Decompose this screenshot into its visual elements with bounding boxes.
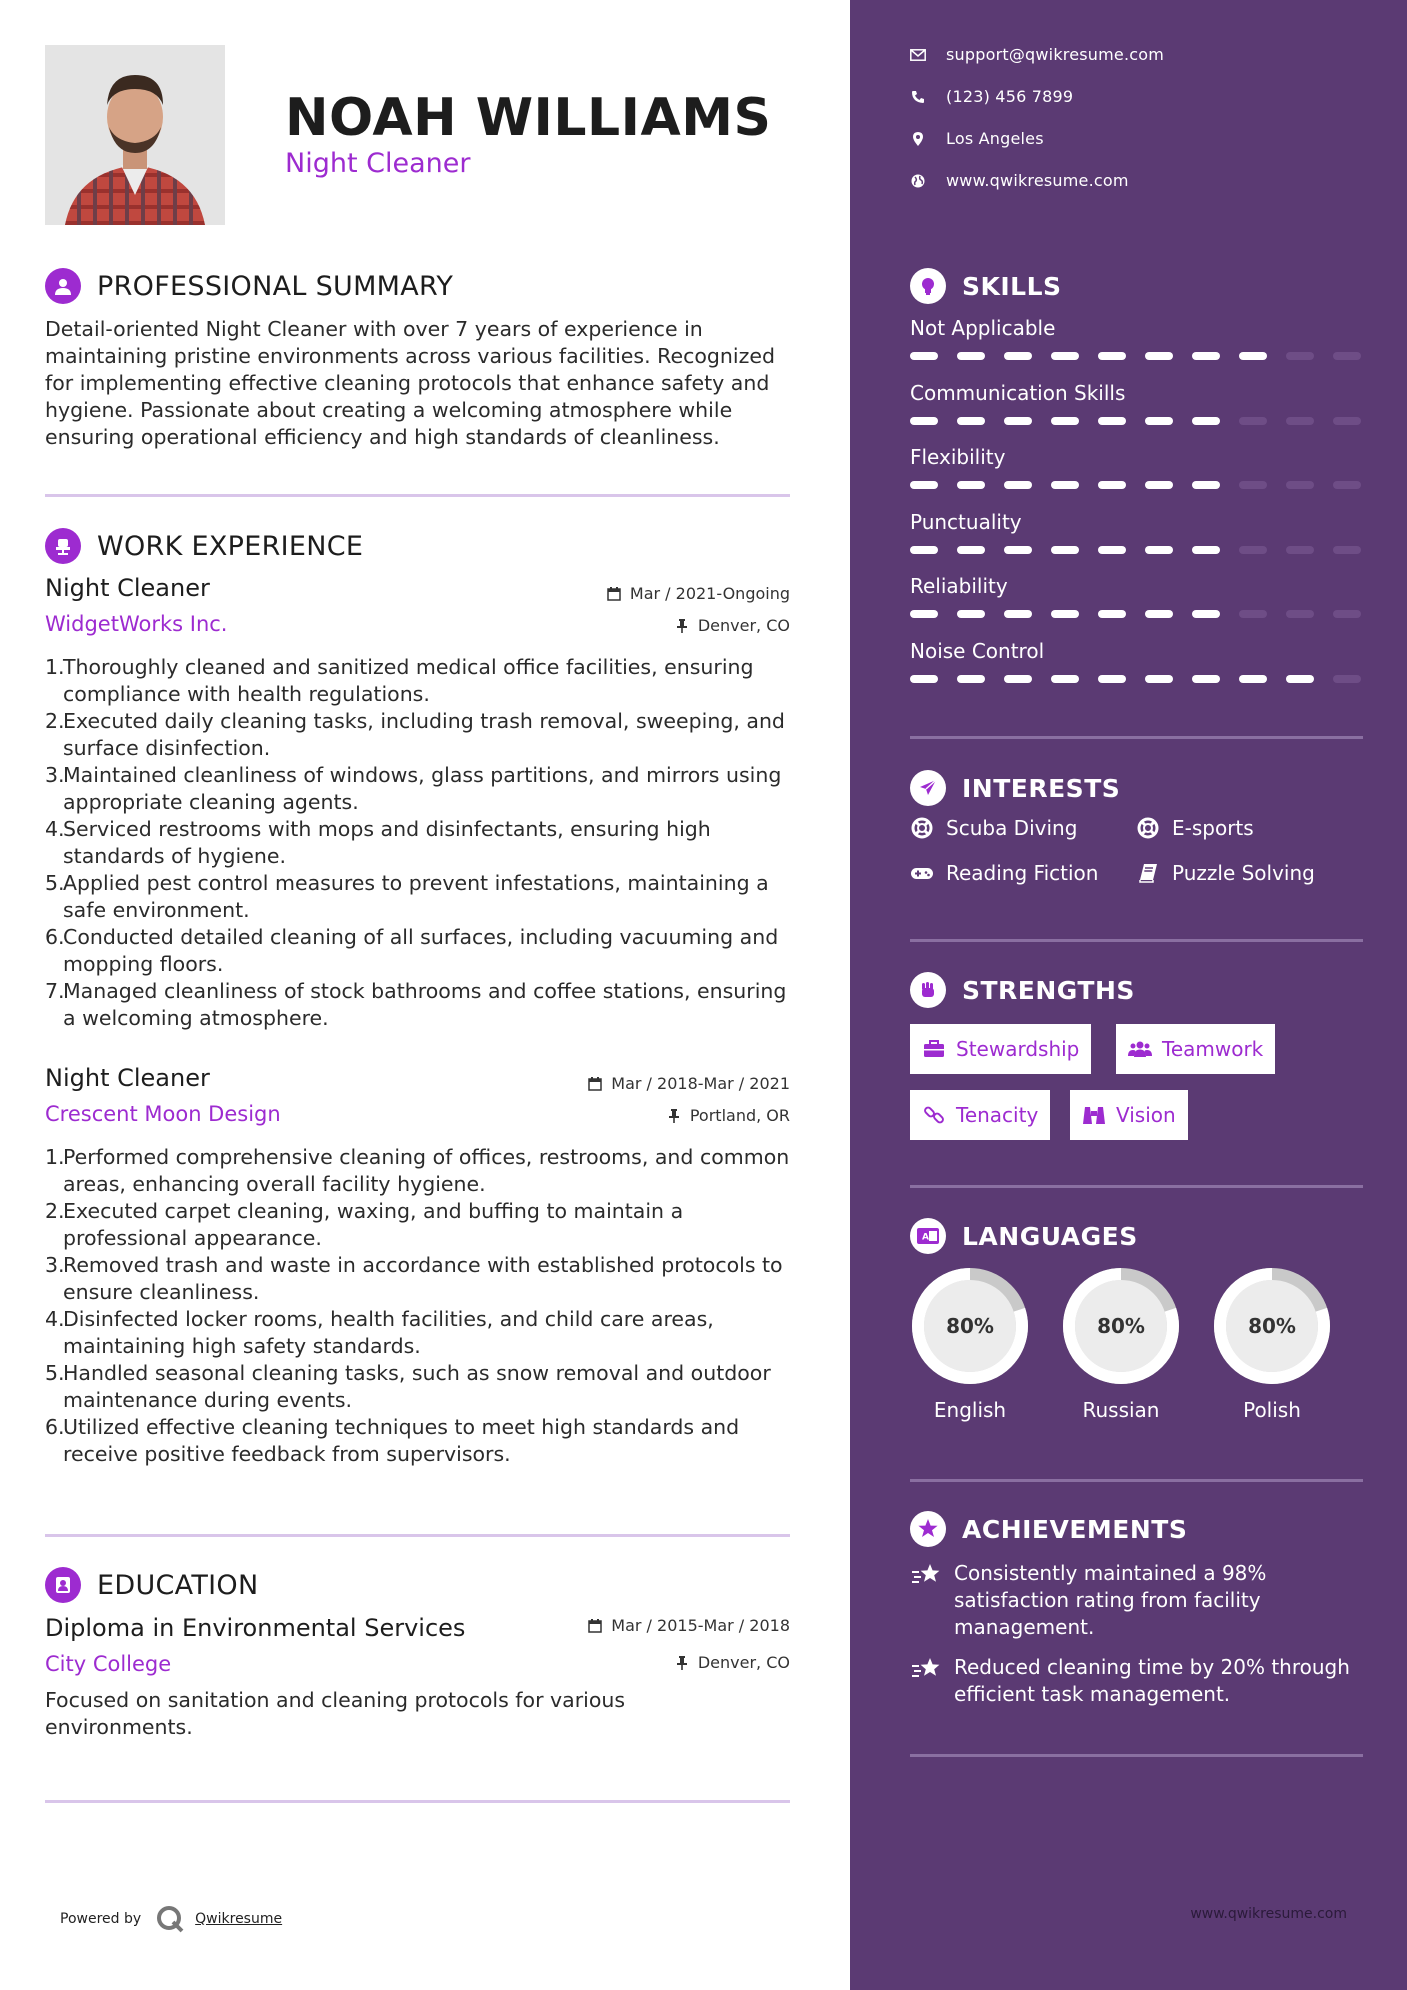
education-heading (45, 1567, 258, 1603)
skill-dash-filled (1145, 481, 1173, 489)
skill-dash-filled (1239, 352, 1267, 360)
powered-by-text: Powered by (60, 1911, 142, 1927)
interest-item (910, 816, 1077, 840)
skill-level-bar (910, 352, 1361, 360)
skill-dash-filled (1051, 417, 1079, 425)
skill-dash-filled (1192, 546, 1220, 554)
job-company: Crescent Moon Design (45, 1102, 281, 1126)
strength-chip (1070, 1090, 1188, 1140)
candidate-name: NOAH WILLIAMS (285, 88, 772, 148)
language-percent: 80% (1248, 1314, 1296, 1338)
skill-dash-filled (910, 352, 938, 360)
list-item: 2. Executed daily cleaning tasks, including trash removal, sweeping, and surface disinfection. (45, 709, 785, 760)
interests-heading (910, 770, 1120, 806)
skill-name: Communication Skills (910, 380, 1126, 405)
skill-dash-filled (1192, 352, 1220, 360)
language-ring (910, 1266, 1030, 1386)
contact-location-text: Los Angeles (946, 129, 1044, 148)
binoculars-icon (1082, 1103, 1106, 1127)
job-dates-text: Mar / 2021-Ongoing (629, 584, 790, 603)
phone-icon (910, 89, 926, 105)
envelope-icon (910, 47, 926, 63)
profile-photo (45, 45, 225, 225)
powered-by (60, 1904, 282, 1934)
achievement-item (910, 1654, 1354, 1708)
skill-dash-filled (957, 546, 985, 554)
interest-item (1136, 816, 1254, 840)
language-name: Russian (1082, 1398, 1160, 1422)
skill-dash-filled (1239, 675, 1267, 683)
summary-heading (45, 268, 453, 304)
fist-icon (910, 972, 946, 1008)
interest-label: Puzzle Solving (1172, 861, 1315, 885)
pin-icon (666, 1108, 682, 1124)
skill-dash-filled (1145, 610, 1173, 618)
list-item: 2. Executed carpet cleaning, waxing, and buffing to maintain a professional appearance. (45, 1199, 684, 1250)
footer-site[interactable]: www.qwikresume.com (1190, 1906, 1347, 1922)
link-icon (922, 1103, 946, 1127)
education-heading-label: EDUCATION (97, 1569, 259, 1601)
skill-dash-filled (957, 675, 985, 683)
languages-heading (910, 1218, 1138, 1254)
interest-item (910, 861, 1098, 885)
contact-location (910, 129, 1044, 148)
skill-dash-filled (910, 610, 938, 618)
skill-dash-filled (910, 417, 938, 425)
work-heading-label: WORK EXPERIENCE (97, 530, 364, 562)
skill-dash-filled (1145, 417, 1173, 425)
skill-dash-empty (1239, 481, 1267, 489)
list-item: 6. Utilized effective cleaning techniques to meet high standards and receive positive feedback from supervisors. (45, 1415, 740, 1466)
skill-dash-empty (1239, 417, 1267, 425)
strength-label: Tenacity (956, 1103, 1039, 1127)
skill-dash-filled (1051, 546, 1079, 554)
book-icon (1136, 861, 1160, 885)
skill-name: Noise Control (910, 638, 1045, 663)
achievement-text: Reduced cleaning time by 20% through efficient task management. (954, 1655, 1350, 1706)
skill-dash-empty (1286, 546, 1314, 554)
language-item (1059, 1266, 1183, 1422)
interests-heading-label: INTERESTS (962, 773, 1121, 803)
languages-heading-label: LANGUAGES (962, 1221, 1138, 1251)
achievements-heading-label: ACHIEVEMENTS (962, 1514, 1188, 1544)
skill-name: Reliability (910, 574, 1008, 598)
divider (910, 1185, 1363, 1188)
skill-dash-filled (957, 610, 985, 618)
skill-dash-filled (1051, 675, 1079, 683)
job-location (674, 616, 790, 635)
degree-title: Diploma in Environmental Services (45, 1614, 466, 1642)
divider (910, 939, 1363, 942)
job-location-text: Denver, CO (697, 616, 790, 635)
job-dates (587, 1074, 790, 1093)
skill-dash-empty (1333, 352, 1361, 360)
skill-dash-filled (1004, 675, 1032, 683)
job-title: Night Cleaner (45, 574, 210, 602)
skill-dash-filled (957, 481, 985, 489)
strength-chip (1116, 1024, 1275, 1074)
language-ring (1061, 1266, 1181, 1386)
map-marker-icon (910, 131, 926, 147)
skill-dash-filled (1051, 481, 1079, 489)
skill-dash-filled (957, 352, 985, 360)
lifebuoy-icon (910, 816, 934, 840)
skill-level-bar (910, 417, 1361, 425)
job-dates-text: Mar / 2018-Mar / 2021 (611, 1074, 790, 1093)
divider (910, 736, 1363, 739)
divider (45, 1534, 790, 1537)
sidebar (850, 0, 1407, 1990)
skill-dash-filled (1192, 481, 1220, 489)
interest-item (1136, 861, 1315, 885)
shooting-star-icon (910, 1654, 942, 1686)
language-name: Polish (1243, 1398, 1301, 1422)
contact-phone (910, 87, 1073, 106)
skill-dash-empty (1333, 610, 1361, 618)
list-item: 3. Maintained cleanliness of windows, glass partitions, and mirrors using appropriate cleaning agents. (45, 763, 782, 814)
skill-dash-empty (1286, 610, 1314, 618)
paper-plane-icon (910, 770, 946, 806)
job-duties (45, 654, 805, 1032)
language-ring (1212, 1266, 1332, 1386)
skill-dash-filled (1098, 546, 1126, 554)
work-heading (45, 528, 363, 564)
skill-dash-filled (1098, 352, 1126, 360)
contact-phone-text: (123) 456 7899 (946, 87, 1074, 106)
contact-website (910, 171, 1129, 190)
list-item: 1. Performed comprehensive cleaning of offices, restrooms, and common areas, enhancing overall facility hygiene. (45, 1145, 790, 1196)
strength-label: Vision (1116, 1103, 1176, 1127)
skill-dash-filled (1051, 610, 1079, 618)
skill-dash-filled (1145, 546, 1173, 554)
briefcase-icon (922, 1037, 946, 1061)
skill-dash-filled (1051, 352, 1079, 360)
list-item: 4. Disinfected locker rooms, health facilities, and child care areas, maintaining high safety standards. (45, 1307, 714, 1358)
interest-label: Reading Fiction (946, 861, 1099, 885)
pin-icon (674, 618, 690, 634)
calendar-icon (587, 1618, 603, 1634)
job-duties (45, 1144, 805, 1468)
skill-dash-empty (1333, 675, 1361, 683)
skill-dash-empty (1286, 481, 1314, 489)
skills-heading-label: SKILLS (962, 271, 1062, 301)
skill-dash-filled (1004, 417, 1032, 425)
job-company: WidgetWorks Inc. (45, 612, 228, 636)
contact-email-text[interactable]: support@qwikresume.com (946, 45, 1165, 64)
divider (910, 1479, 1363, 1482)
education-location-text: Denver, CO (697, 1653, 790, 1672)
achievement-text: Consistently maintained a 98% satisfaction rating from facility management. (954, 1561, 1267, 1639)
language-item (908, 1266, 1032, 1422)
skill-dash-empty (1333, 481, 1361, 489)
pin-icon (674, 1655, 690, 1671)
star-badge-icon (910, 1511, 946, 1547)
skill-level-bar (910, 675, 1361, 683)
contact-email (910, 45, 1164, 64)
summary-heading-label: PROFESSIONAL SUMMARY (97, 270, 454, 302)
education-location (674, 1653, 790, 1672)
interest-label: Scuba Diving (946, 816, 1078, 840)
skill-dash-filled (1004, 481, 1032, 489)
skill-dash-empty (1239, 546, 1267, 554)
skill-dash-filled (1004, 352, 1032, 360)
strength-chip (910, 1090, 1050, 1140)
language-name: English (933, 1398, 1007, 1422)
qwikresume-logo-icon (155, 1904, 185, 1934)
skill-dash-filled (1192, 675, 1220, 683)
education-dates-text: Mar / 2015-Mar / 2018 (611, 1616, 790, 1635)
divider (45, 1800, 790, 1803)
translate-icon (910, 1218, 946, 1254)
skill-level-bar (910, 610, 1361, 618)
divider (45, 494, 790, 497)
skill-dash-filled (1098, 610, 1126, 618)
skill-level-bar (910, 481, 1361, 489)
candidate-role: Night Cleaner (285, 148, 471, 179)
language-percent: 80% (946, 1314, 994, 1338)
list-item: 5. Handled seasonal cleaning tasks, such as snow removal and outdoor maintenance during events. (45, 1361, 771, 1412)
skill-name: Flexibility (910, 445, 1006, 469)
globe-icon (910, 173, 926, 189)
qwikresume-link[interactable]: Qwikresume (195, 1911, 283, 1927)
skill-dash-empty (1333, 417, 1361, 425)
skill-dash-filled (1192, 417, 1220, 425)
list-item: 4. Serviced restrooms with mops and disinfectants, ensuring high standards of hygiene. (45, 817, 711, 868)
job-location (666, 1106, 790, 1125)
gamepad-icon (910, 861, 934, 885)
skill-dash-filled (1098, 481, 1126, 489)
list-item: 6. Conducted detailed cleaning of all surfaces, including vacuuming and mopping floors. (45, 925, 779, 976)
shooting-star-icon (910, 1560, 942, 1592)
skill-dash-filled (1286, 675, 1314, 683)
skills-heading (910, 268, 1062, 304)
strengths-heading (910, 972, 1135, 1008)
svg-text:A: A (922, 1232, 929, 1243)
skill-dash-filled (1192, 610, 1220, 618)
achievement-item (910, 1560, 1354, 1641)
achievements-heading (910, 1511, 1187, 1547)
skill-dash-empty (1286, 352, 1314, 360)
graduate-icon (45, 1567, 81, 1603)
skill-name: Not Applicable (910, 316, 1056, 340)
skill-dash-filled (957, 417, 985, 425)
skill-dash-empty (1333, 546, 1361, 554)
skill-dash-filled (1098, 675, 1126, 683)
calendar-icon (606, 586, 622, 602)
interest-label: E-sports (1172, 816, 1254, 840)
strength-label: Stewardship (956, 1037, 1080, 1061)
contact-website-text[interactable]: www.qwikresume.com (946, 171, 1129, 190)
skill-dash-filled (1098, 417, 1126, 425)
list-item: 3. Removed trash and waste in accordance with established protocols to ensure cleanliness. (45, 1253, 783, 1304)
skill-dash-filled (910, 481, 938, 489)
strengths-heading-label: STRENGTHS (962, 975, 1135, 1005)
list-item: 7. Managed cleanliness of stock bathrooms and coffee stations, ensuring a welcoming atmosphere. (45, 979, 787, 1030)
skill-dash-filled (1004, 610, 1032, 618)
job-title: Night Cleaner (45, 1064, 210, 1092)
skill-dash-filled (910, 675, 938, 683)
skill-dash-filled (1145, 675, 1173, 683)
job-dates (606, 584, 790, 603)
divider (910, 1754, 1363, 1757)
education-text: Focused on sanitation and cleaning protocols for various environments. (45, 1688, 626, 1739)
strength-label: Teamwork (1162, 1037, 1264, 1061)
calendar-icon (587, 1076, 603, 1092)
list-item: 5. Applied pest control measures to prevent infestations, maintaining a safe environment. (45, 871, 769, 922)
strength-chip (910, 1024, 1091, 1074)
school-name: City College (45, 1652, 172, 1676)
lightbulb-icon (910, 268, 946, 304)
list-item: 1. Thoroughly cleaned and sanitized medical office facilities, ensuring compliance with health regulations. (45, 655, 754, 706)
summary-text: Detail-oriented Night Cleaner with over 7 years of experience in maintaining pristine environments across various facilities. Recognized for implementing effective cleaning protocols that enhance safety and hygiene. Passionate about creating a welcoming atmosphere while ensuring operational efficiency and high standards of cleanliness. (45, 317, 775, 449)
skill-dash-empty (1286, 417, 1314, 425)
skill-dash-filled (1145, 352, 1173, 360)
skill-level-bar (910, 546, 1361, 554)
language-item (1210, 1266, 1334, 1422)
skill-name: Punctuality (910, 509, 1022, 534)
skill-dash-empty (1239, 610, 1267, 618)
skill-dash-filled (910, 546, 938, 554)
skill-dash-filled (1004, 546, 1032, 554)
job-location-text: Portland, OR (689, 1106, 790, 1125)
language-percent: 80% (1097, 1314, 1145, 1338)
lifebuoy-icon (1136, 816, 1160, 840)
users-icon (1128, 1037, 1152, 1061)
user-icon (45, 268, 81, 304)
education-dates (587, 1616, 790, 1635)
podium-icon (45, 528, 81, 564)
